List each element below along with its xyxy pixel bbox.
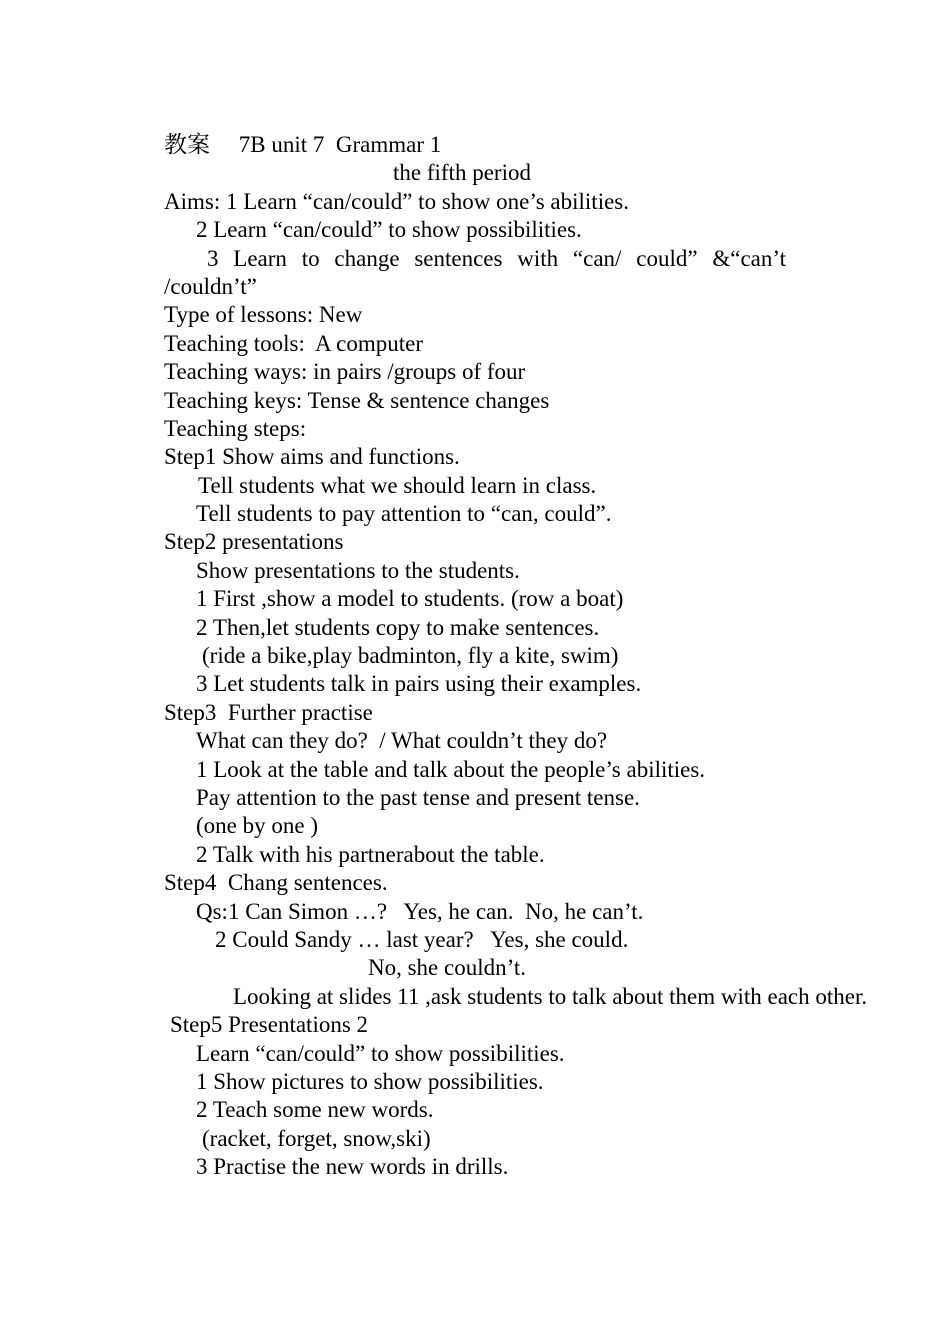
teaching-ways: Teaching ways: in pairs /groups of four (164, 359, 526, 385)
step5-line: 1 Show pictures to show possibilities. (196, 1068, 544, 1094)
step2-line: 2 Then,let students copy to make sentences. (196, 614, 600, 640)
step5-line: (racket, forget, snow,ski) (202, 1125, 431, 1151)
step5-line: Learn “can/could” to show possibilities. (196, 1040, 565, 1066)
step3-line: 2 Talk with his partnerabout the table. (196, 841, 545, 867)
title-spacer (210, 132, 239, 157)
teaching-steps-heading: Teaching steps: (164, 415, 307, 441)
step3-line: (one by one ) (196, 813, 318, 839)
aims-item-3: 3 Learn to change sentences with “can/ could” &“can’t (207, 245, 786, 271)
teaching-keys: Teaching keys: Tense & sentence changes (164, 387, 550, 413)
step1-title: Step1 Show aims and functions. (164, 444, 460, 470)
step1-line: Tell students to pay attention to “can, could”. (196, 501, 612, 527)
title-english: 7B unit 7 Grammar 1 (238, 132, 442, 157)
step2-line: (ride a bike,play badminton, fly a kite, swim) (202, 643, 619, 669)
step4-title: Step4 Chang sentences. (164, 870, 388, 896)
aims-item-1: 1 Learn “can/could” to show one’s abilities. (225, 188, 630, 214)
step4-question-2-no: No, she couldn’t. (368, 955, 527, 981)
step4-slides-instruction: Looking at slides 11 ,ask students to talk about them with each other. (233, 983, 868, 1009)
step1-line: Tell students what we should learn in class. (198, 472, 597, 498)
aims-item-2: 2 Learn “can/could” to show possibilities. (196, 217, 582, 243)
lesson-plan-body (164, 131, 868, 1181)
step2-line: 3 Let students talk in pairs using their examples. (196, 671, 642, 697)
step5-line: 3 Practise the new words in drills. (196, 1154, 509, 1180)
step2-line: Show presentations to the students. (196, 557, 520, 583)
aims-line-1 (164, 188, 786, 216)
step3-line: What can they do? / What couldn’t they do? (196, 728, 608, 754)
step3-line: Pay attention to the past tense and present tense. (196, 785, 640, 810)
aims-label: Aims: (164, 188, 221, 214)
step4-question-2: 2 Could Sandy … last year? Yes, she could. (215, 926, 629, 952)
teaching-tools: Teaching tools: A computer (164, 330, 424, 356)
step3-title: Step3 Further practise (164, 699, 373, 725)
aims-item-3-continued: /couldn’t” (164, 273, 257, 299)
type-of-lessons: Type of lessons: New (164, 302, 363, 328)
step4-question-1: Qs:1 Can Simon …? Yes, he can. No, he can’t. (196, 898, 644, 924)
period-subtitle: the fifth period (393, 160, 531, 186)
step5-title: Step5 Presentations 2 (170, 1012, 369, 1038)
document-title (164, 131, 786, 159)
step2-title: Step2 presentations (164, 529, 344, 555)
step2-line: 1 First ,show a model to students. (row a boat) (196, 586, 624, 612)
title-chinese: 教案 (164, 132, 210, 157)
step3-line: 1 Look at the table and talk about the people’s abilities. (196, 756, 706, 782)
step5-line: 2 Teach some new words. (196, 1097, 434, 1123)
